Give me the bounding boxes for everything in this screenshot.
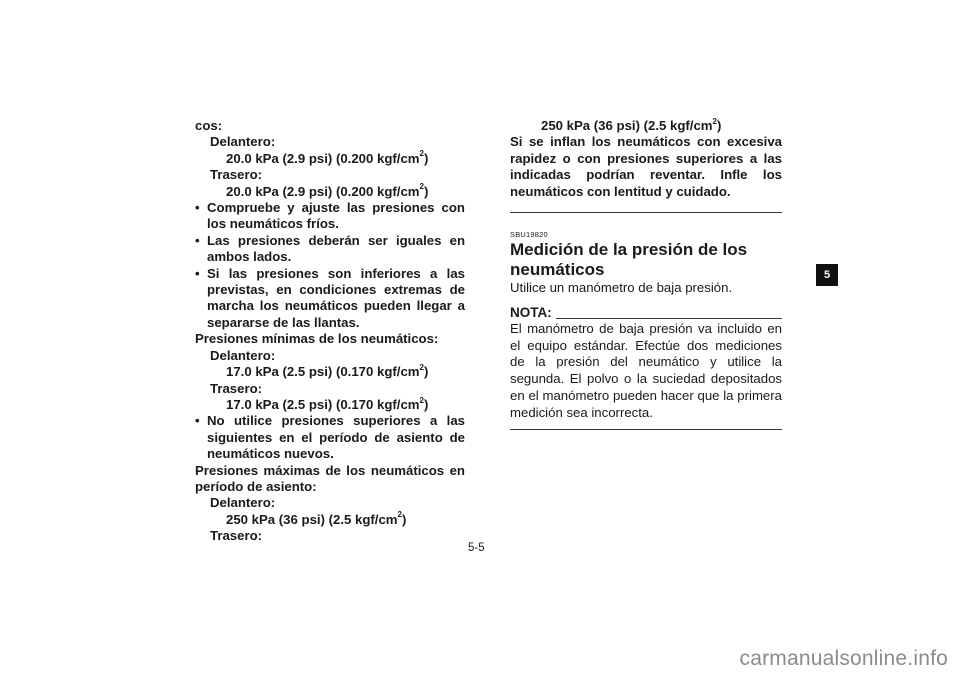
note-text: El manómetro de baja presión va incluido en el equipo estándar. Efectúe dos mediciones de la presión del neumático y utilice la segunda. El polvo o la suciedad depositados en el manómetro pueden hacer que la primera medición sea incorrecta. (510, 320, 782, 420)
min-front-value: 17.0 kPa (2.5 psi) (0.170 kgf/$cm^2$) (226, 362, 429, 380)
page-number: 5-5 (468, 542, 485, 554)
divider (510, 212, 782, 213)
max-rear-value: 250 kPa (36 psi) (2.5 kgf/$cm^2$) (541, 116, 722, 133)
note-label: NOTA: (510, 304, 552, 320)
max-front-value: 250 kPa (36 psi) (2.5 kgf/$cm^2$) (226, 510, 407, 527)
section-intro: Utilice un manómetro de baja presión. (510, 280, 733, 296)
section-code: SBU19820 (510, 230, 548, 240)
min-pressure-title: Presiones mínimas de los neumáticos: (195, 331, 439, 347)
max-rear-label: Trasero: (210, 528, 263, 544)
watermark: carmanualsonline.info (739, 647, 948, 670)
bullet-item: • Si las presiones son inferiores a las previstas, en condiciones extremas de marcha los neumáticos pueden llegar a separarse de las llantas. (195, 266, 465, 332)
rear-label: Trasero: (210, 167, 263, 183)
note-rule (556, 318, 782, 319)
max-front-label: Delantero: (210, 495, 276, 511)
min-rear-value: 17.0 kPa (2.5 psi) (0.170 kgf/$cm^2$) (226, 395, 429, 412)
min-rear-label: Trasero: (210, 380, 263, 396)
warning-text: Si se inflan los neumáticos con excesiva rapidez o con presiones superiores a las indicadas podrían reventar. Infle los neumáticos con lentitud y cuidado. (510, 134, 782, 199)
divider (510, 429, 782, 430)
note-header (510, 305, 782, 321)
front-label: Delantero: (210, 134, 276, 150)
rear-pressure-value: 20.0 kPa (2.9 psi) (0.200 kgf/$cm^2$) (226, 182, 429, 199)
right-column (510, 118, 782, 430)
chapter-tab: 5 (816, 264, 838, 286)
section-heading: Medición de la presión de los neumáticos (510, 240, 748, 280)
min-front-label: Delantero: (210, 347, 276, 363)
bullet-item: • No utilice presiones superiores a las siguientes en el período de asiento de neumáticos nuevos. (195, 413, 465, 462)
front-pressure-value: 20.0 kPa (2.9 psi) (0.200 kgf/$cm^2$) (226, 149, 429, 166)
left-column (195, 118, 465, 545)
max-pressure-title: Presiones máximas de los neumáticos en período de asiento: (195, 462, 465, 494)
bullet-item: • Las presiones deberán ser iguales en ambos lados. (195, 233, 465, 266)
text-line: cos: (195, 118, 223, 133)
bullet-item: • Compruebe y ajuste las presiones con los neumáticos fríos. (195, 200, 465, 233)
